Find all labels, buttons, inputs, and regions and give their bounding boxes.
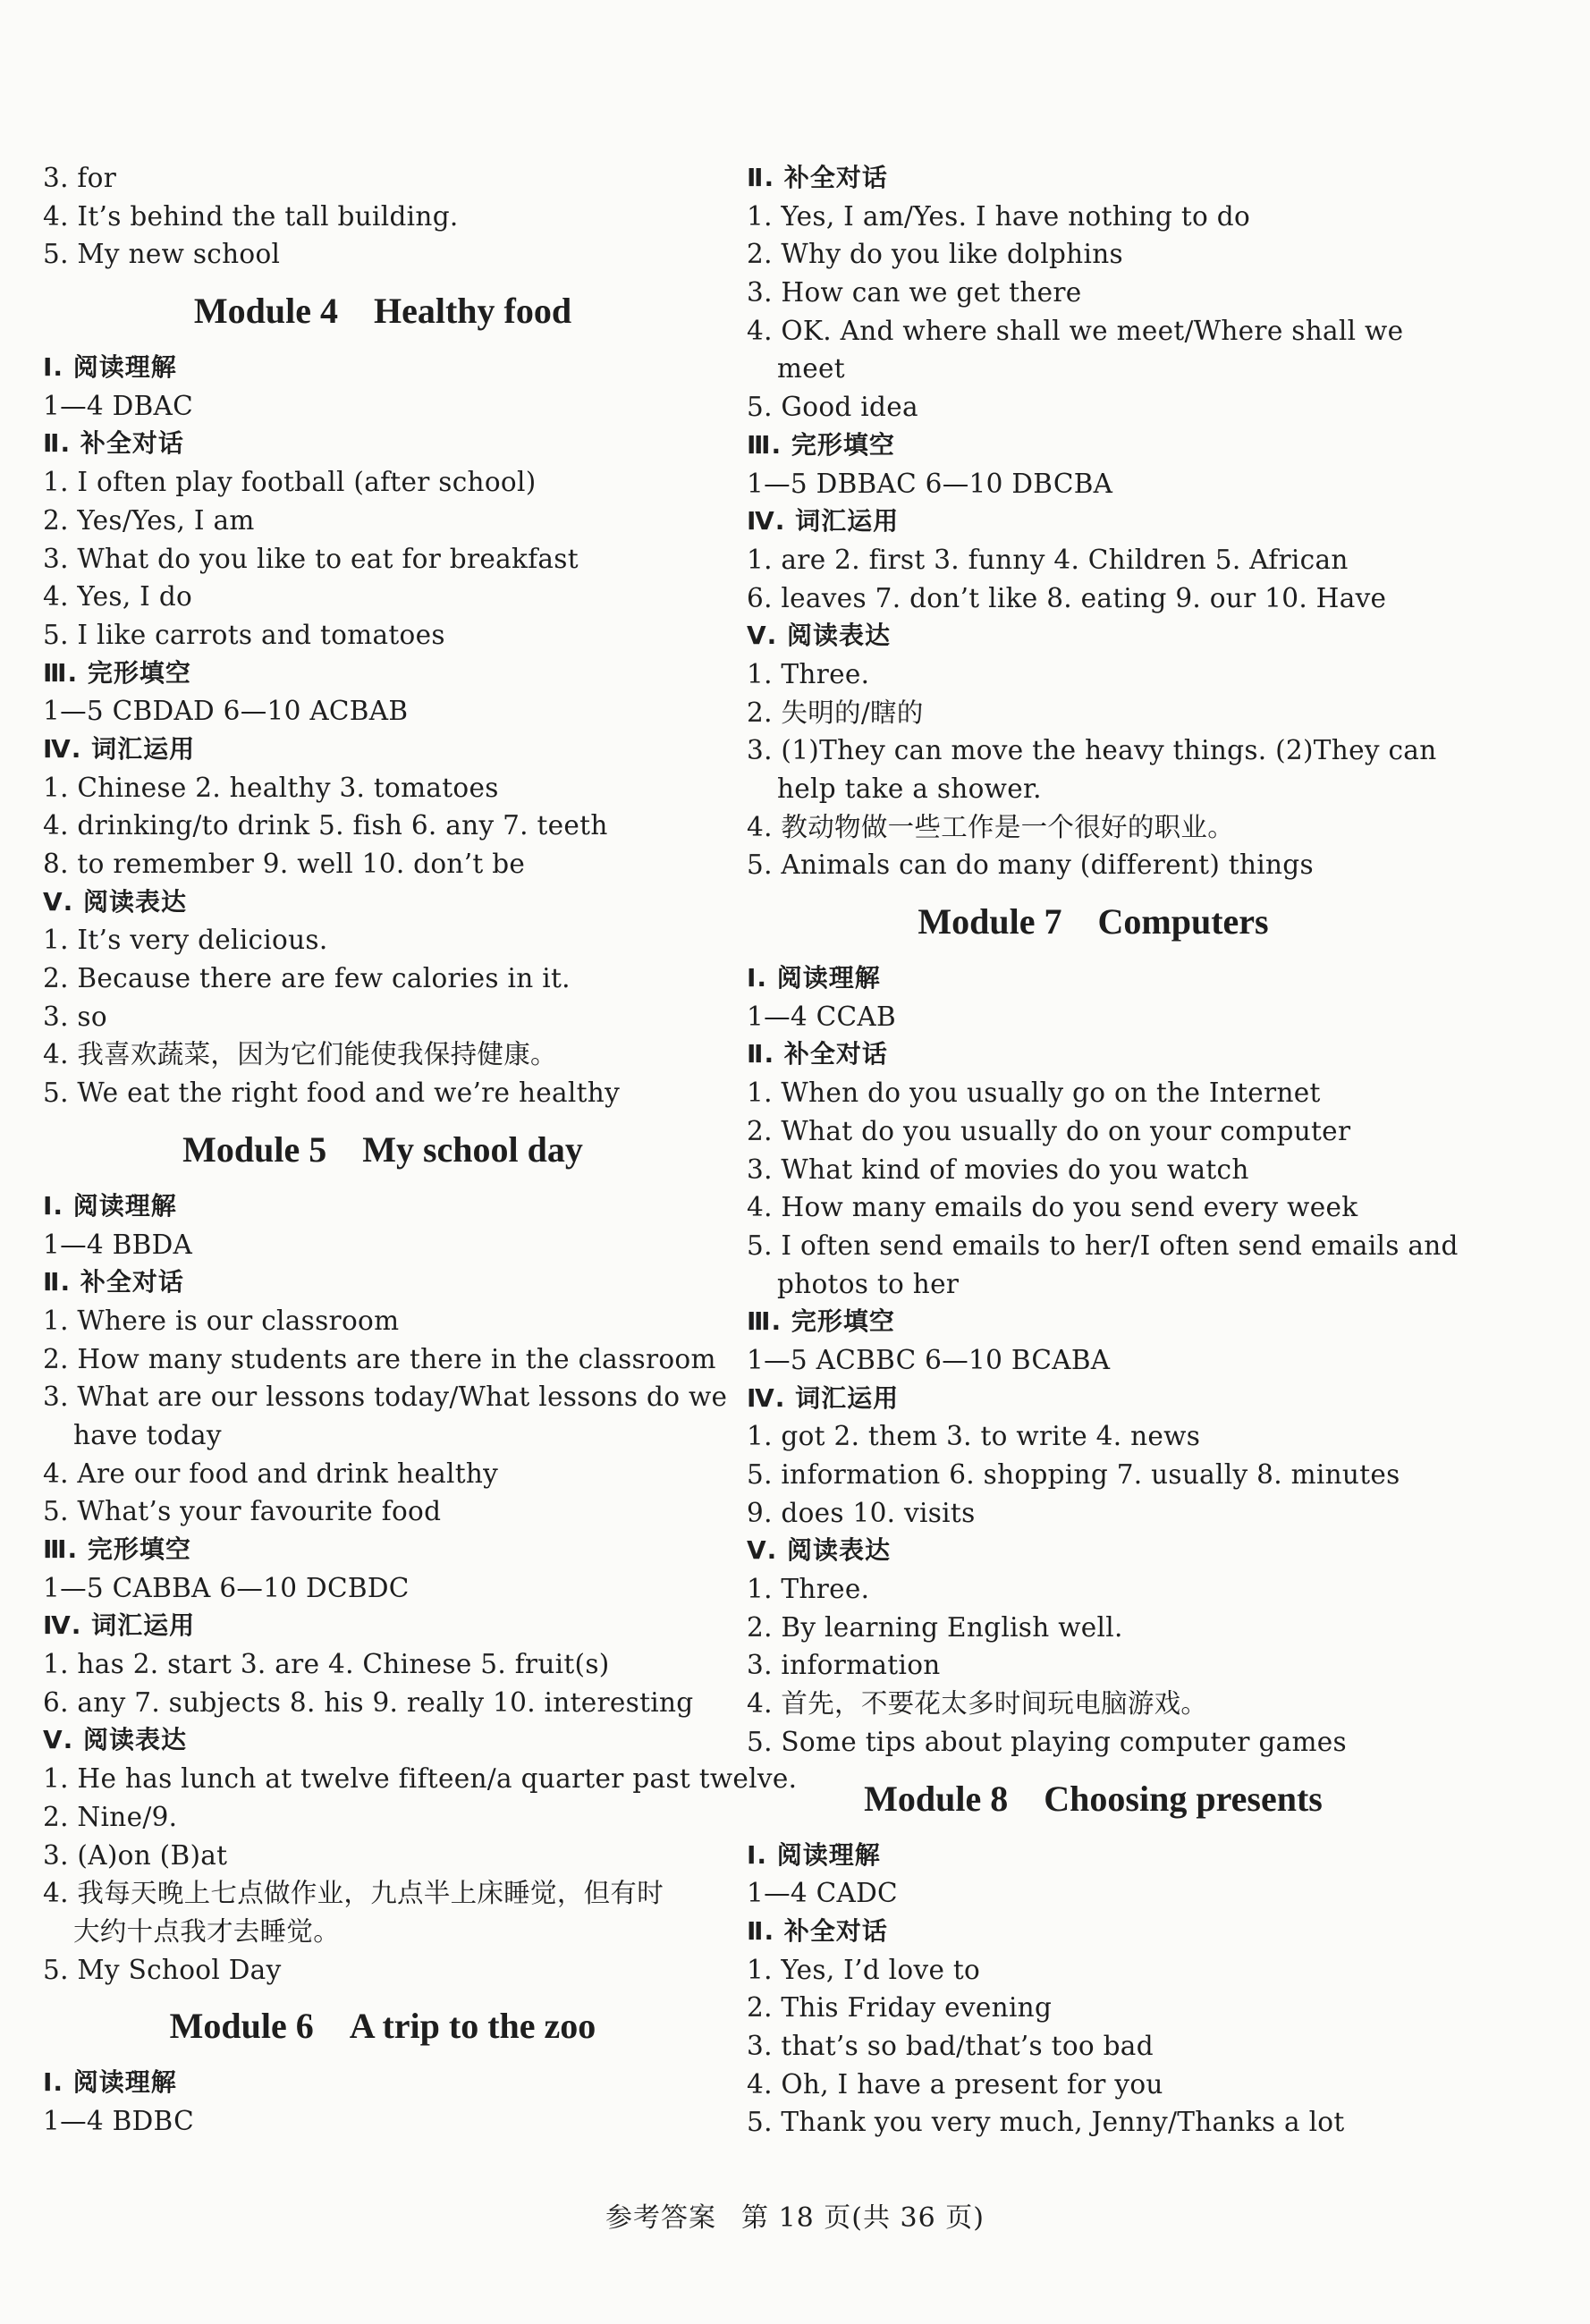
answer-line: 5. My School Day	[43, 1954, 282, 1985]
answer-line: 8. to remember 9. well 10. don’t be	[43, 849, 526, 879]
answer-line: 1—4 CCAB	[747, 1001, 896, 1032]
page-footer	[0, 2195, 1590, 2235]
answer-line: 5. I often send emails to her/I often send emails and	[747, 1230, 1459, 1261]
answer-line: 3. for	[43, 163, 117, 193]
section-heading: Ⅲ. 完形填空	[43, 657, 191, 688]
answer-line: 2. Nine/9.	[43, 1801, 178, 1832]
answer-line: 2. By learning English well.	[747, 1611, 1123, 1643]
answer-line: 5. My new school	[43, 239, 281, 270]
module-heading	[43, 1112, 723, 1187]
section-heading: Ⅴ. 阅读表达	[43, 886, 188, 917]
answer-line: 5. Some tips about playing computer games	[747, 1726, 1347, 1757]
section-heading: Ⅱ. 补全对话	[43, 1267, 184, 1297]
answer-line: 4. 我喜欢蔬菜，因为它们能使我保持健康。	[43, 1039, 557, 1070]
answer-line: photos to her	[777, 1268, 960, 1299]
answer-line: 4. OK. And where shall we meet/Where shall we	[747, 315, 1404, 346]
answer-line: 4. 教动物做一些工作是一个很好的职业。	[747, 811, 1235, 842]
section-heading: Ⅰ. 阅读理解	[43, 1190, 177, 1221]
answer-line: 3. (A)on (B)at	[43, 1839, 228, 1871]
answer-line: 1. Three.	[747, 1574, 870, 1605]
answer-line: 4. drinking/to drink 5. fish 6. any 7. teeth	[43, 810, 608, 841]
answer-line: 1. Three.	[747, 658, 870, 689]
answer-line: 1. Where is our classroom	[43, 1305, 400, 1336]
answer-line: 1—5 ACBBC 6—10 BCABA	[747, 1344, 1111, 1375]
answer-line: 4. How many emails do you send every week	[747, 1192, 1358, 1223]
module-number: Module 6	[169, 2006, 314, 2047]
answer-line: 1—5 DBBAC 6—10 DBCBA	[747, 468, 1113, 499]
module-title: My school day	[362, 1128, 583, 1170]
answer-line: 2. This Friday evening	[747, 1992, 1053, 2024]
answer-line: have today	[73, 1419, 222, 1450]
answer-line: 大约十点我才去睡觉。	[73, 1915, 341, 1947]
answer-line: 4. It’s behind the tall building.	[43, 200, 459, 232]
section-heading: Ⅰ. 阅读理解	[747, 1839, 881, 1870]
section-heading: Ⅳ. 词汇运用	[747, 1382, 900, 1413]
section-heading: Ⅲ. 完形填空	[747, 429, 895, 460]
section-heading: Ⅳ. 词汇运用	[747, 506, 900, 537]
module-number: Module 7	[918, 901, 1062, 942]
section-heading: Ⅳ. 词汇运用	[43, 733, 196, 764]
module-heading	[43, 1989, 723, 2064]
module-heading	[43, 274, 723, 349]
module-heading	[747, 884, 1440, 959]
answer-line: 9. does 10. visits	[747, 1497, 976, 1528]
answer-line: 3. that’s so bad/that’s too bad	[747, 2030, 1154, 2061]
answer-line: 3. (1)They can move the heavy things. (2)They can	[747, 735, 1437, 766]
answer-line: 3. information	[747, 1650, 941, 1681]
section-heading: Ⅰ. 阅读理解	[43, 352, 177, 383]
module-heading	[747, 1762, 1440, 1837]
answer-line: 4. Are our food and drink healthy	[43, 1458, 499, 1489]
answer-line: 1. I often play football (after school)	[43, 467, 537, 498]
answer-line: 6. any 7. subjects 8. his 9. really 10. interesting	[43, 1686, 694, 1718]
answer-line: 1. He has lunch at twelve fifteen/a quarter past twelve.	[43, 1763, 798, 1795]
section-heading: Ⅱ. 补全对话	[747, 163, 888, 192]
answer-line: 5. What’s your favourite food	[43, 1496, 442, 1527]
section-heading: Ⅱ. 补全对话	[43, 428, 184, 459]
answer-line: 5. Animals can do many (different) things	[747, 849, 1314, 881]
answer-line: 2. Because there are few calories in it.	[43, 963, 571, 994]
answer-line: 1. It’s very delicious.	[43, 925, 328, 956]
answer-line: 3. How can we get there	[747, 277, 1082, 308]
section-heading: Ⅴ. 阅读表达	[747, 621, 892, 651]
section-heading: Ⅴ. 阅读表达	[43, 1725, 188, 1755]
answer-line: 1—4 CADC	[747, 1878, 898, 1909]
left-column	[43, 159, 798, 2141]
answer-line: 1. Yes, I am/Yes. I have nothing to do	[747, 200, 1251, 232]
answer-line: 3. What are our lessons today/What lessons do we	[43, 1382, 728, 1413]
answer-line: 1. got 2. them 3. to write 4. news	[747, 1421, 1201, 1452]
section-heading: Ⅳ. 词汇运用	[43, 1610, 196, 1641]
answer-line: 2. Yes/Yes, I am	[43, 504, 255, 536]
answer-line: 1—5 CBDAD 6—10 ACBAB	[43, 696, 409, 727]
answer-line: 4. 首先，不要花太多时间玩电脑游戏。	[747, 1688, 1208, 1720]
answer-line: 6. leaves 7. don’t like 8. eating 9. our 10. Have	[747, 582, 1387, 613]
module-number: Module 8	[864, 1778, 1009, 1819]
answer-line: 1—4 BBDA	[43, 1229, 193, 1260]
answer-line: 1. Chinese 2. healthy 3. tomatoes	[43, 772, 499, 803]
answer-line: 1—5 CABBA 6—10 DCBDC	[43, 1572, 410, 1603]
module-title: A trip to the zoo	[349, 2006, 596, 2047]
section-heading: Ⅲ. 完形填空	[747, 1306, 895, 1337]
section-heading: Ⅲ. 完形填空	[43, 1534, 191, 1564]
answer-line: 2. What do you usually do on your computer	[747, 1115, 1351, 1146]
answer-line: 1—4 BDBC	[43, 2105, 194, 2136]
answer-line: 5. I like carrots and tomatoes	[43, 619, 445, 650]
section-heading: Ⅰ. 阅读理解	[43, 2067, 177, 2098]
module-title: Computers	[1097, 901, 1269, 942]
answer-line: 4. Yes, I do	[43, 581, 193, 613]
answer-line: 1. are 2. first 3. funny 4. Children 5. African	[747, 544, 1349, 575]
module-number: Module 4	[193, 291, 338, 332]
answer-line: 3. so	[43, 1001, 107, 1032]
answer-line: help take a shower.	[777, 773, 1042, 804]
section-heading: Ⅱ. 补全对话	[747, 1915, 888, 1946]
answer-line: 2. 失明的/瞎的	[747, 697, 924, 728]
footer-label: 参考答案	[605, 2202, 717, 2234]
page-number: 第 18 页(共 36 页)	[741, 2202, 985, 2234]
answer-line: 1—4 DBAC	[43, 390, 194, 421]
answer-line: 2. How many students are there in the classroom	[43, 1343, 716, 1374]
module-title: Healthy food	[374, 291, 572, 332]
answer-line: 4. 我每天晚上七点做作业，九点半上床睡觉，但有时	[43, 1878, 664, 1909]
section-heading: Ⅰ. 阅读理解	[747, 963, 881, 993]
answer-line: 5. Good idea	[747, 392, 918, 423]
answer-line: 1. Yes, I’d love to	[747, 1954, 981, 1985]
right-column	[747, 159, 1459, 2142]
module-title: Choosing presents	[1044, 1778, 1323, 1819]
answer-line: 3. What kind of movies do you watch	[747, 1154, 1249, 1185]
answer-line: 3. What do you like to eat for breakfast	[43, 543, 579, 574]
module-number: Module 5	[182, 1128, 327, 1170]
section-heading: Ⅱ. 补全对话	[747, 1039, 888, 1069]
section-heading: Ⅴ. 阅读表达	[747, 1535, 892, 1566]
answer-line: meet	[777, 353, 845, 385]
answer-line: 5. We eat the right food and we’re healthy	[43, 1077, 621, 1109]
answer-line: 1. When do you usually go on the Internet	[747, 1077, 1321, 1109]
answer-line: 5. Thank you very much, Jenny/Thanks a lot	[747, 2107, 1345, 2138]
answer-line: 1. has 2. start 3. are 4. Chinese 5. fruit(s)	[43, 1649, 610, 1680]
answer-line: 2. Why do you like dolphins	[747, 239, 1123, 270]
answer-line: 4. Oh, I have a present for you	[747, 2068, 1163, 2100]
answer-line: 5. information 6. shopping 7. usually 8. minutes	[747, 1459, 1400, 1490]
